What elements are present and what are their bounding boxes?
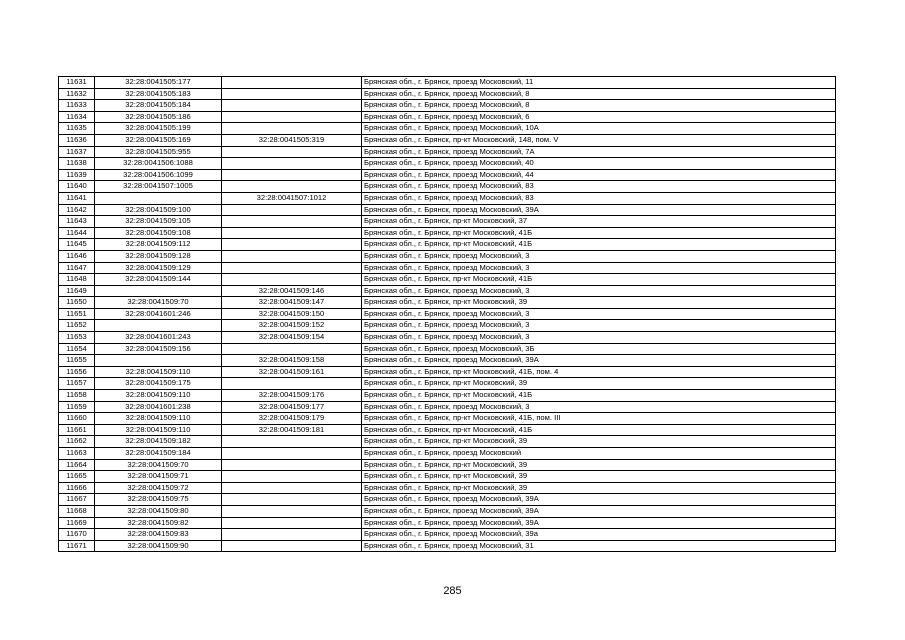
parent-cadastral-number-cell: 32:28:0041509:179 <box>222 413 362 425</box>
parent-cadastral-number-cell <box>222 482 362 494</box>
table-row <box>59 436 836 448</box>
address-cell: Брянская обл., г. Брянск, проезд Московский, 3 <box>362 320 836 332</box>
row-number-cell: 11669 <box>59 517 95 529</box>
address-cell: Брянская обл., г. Брянск, проезд Московский, 3 <box>362 308 836 320</box>
parent-cadastral-number-cell: 32:28:0041505:319 <box>222 134 362 146</box>
row-number-cell: 11659 <box>59 401 95 413</box>
parent-cadastral-number-cell <box>222 378 362 390</box>
parent-cadastral-number-cell: 32:28:0041509:158 <box>222 355 362 367</box>
cadastral-number-cell: 32:28:0041509:112 <box>95 239 222 251</box>
row-number-cell: 11634 <box>59 111 95 123</box>
row-number-cell: 11638 <box>59 158 95 170</box>
table-row <box>59 250 836 262</box>
cadastral-number-cell: 32:28:0041509:110 <box>95 424 222 436</box>
cadastral-number-cell: 32:28:0041509:128 <box>95 250 222 262</box>
table-row <box>59 540 836 552</box>
table-row <box>59 181 836 193</box>
cadastral-number-cell: 32:28:0041509:129 <box>95 262 222 274</box>
parent-cadastral-number-cell <box>222 204 362 216</box>
cadastral-number-cell: 32:28:0041509:100 <box>95 204 222 216</box>
parent-cadastral-number-cell: 32:28:0041509:161 <box>222 366 362 378</box>
table-row <box>59 297 836 309</box>
row-number-cell: 11640 <box>59 181 95 193</box>
cadastral-number-cell <box>95 355 222 367</box>
row-number-cell: 11662 <box>59 436 95 448</box>
address-cell: Брянская обл., г. Брянск, пр-кт Московский, 41Б <box>362 227 836 239</box>
table-row <box>59 471 836 483</box>
row-number-cell: 11651 <box>59 308 95 320</box>
table-row <box>59 169 836 181</box>
table-row <box>59 192 836 204</box>
address-cell: Брянская обл., г. Брянск, пр-кт Московский, 41Б <box>362 274 836 286</box>
address-cell: Брянская обл., г. Брянск, проезд Московский, 3 <box>362 401 836 413</box>
table-row <box>59 529 836 541</box>
cadastral-number-cell: 32:28:0041509:110 <box>95 413 222 425</box>
address-cell: Брянская обл., г. Брянск, проезд Московский, 3 <box>362 250 836 262</box>
table-row <box>59 320 836 332</box>
cadastral-number-cell: 32:28:0041509:90 <box>95 540 222 552</box>
cadastral-number-cell: 32:28:0041506:1088 <box>95 158 222 170</box>
row-number-cell: 11639 <box>59 169 95 181</box>
table-row <box>59 355 836 367</box>
table-row <box>59 517 836 529</box>
parent-cadastral-number-cell <box>222 227 362 239</box>
address-cell: Брянская обл., г. Брянск, пр-кт Московский, 37 <box>362 216 836 228</box>
table-row <box>59 123 836 135</box>
row-number-cell: 11657 <box>59 378 95 390</box>
parent-cadastral-number-cell: 32:28:0041507:1012 <box>222 192 362 204</box>
parent-cadastral-number-cell <box>222 343 362 355</box>
cadastral-number-cell: 32:28:0041509:70 <box>95 297 222 309</box>
row-number-cell: 11648 <box>59 274 95 286</box>
table-row <box>59 413 836 425</box>
row-number-cell: 11647 <box>59 262 95 274</box>
cadastral-number-cell: 32:28:0041505:183 <box>95 88 222 100</box>
address-cell: Брянская обл., г. Брянск, проезд Московский, 3 <box>362 285 836 297</box>
table-row <box>59 134 836 146</box>
address-cell: Брянская обл., г. Брянск, проезд Московский, 6 <box>362 111 836 123</box>
row-number-cell: 11660 <box>59 413 95 425</box>
table-row <box>59 505 836 517</box>
row-number-cell: 11667 <box>59 494 95 506</box>
table-row <box>59 285 836 297</box>
address-cell: Брянская обл., г. Брянск, проезд Московский, 39А <box>362 494 836 506</box>
cadastral-number-cell: 32:28:0041509:184 <box>95 448 222 460</box>
table-row <box>59 146 836 158</box>
address-cell: Брянская обл., г. Брянск, проезд Московский, 8 <box>362 88 836 100</box>
parent-cadastral-number-cell <box>222 158 362 170</box>
row-number-cell: 11664 <box>59 459 95 471</box>
table-row <box>59 216 836 228</box>
table-row <box>59 378 836 390</box>
table-row <box>59 332 836 344</box>
row-number-cell: 11644 <box>59 227 95 239</box>
parent-cadastral-number-cell: 32:28:0041509:181 <box>222 424 362 436</box>
row-number-cell: 11670 <box>59 529 95 541</box>
cadastral-number-cell: 32:28:0041509:110 <box>95 390 222 402</box>
row-number-cell: 11650 <box>59 297 95 309</box>
parent-cadastral-number-cell <box>222 262 362 274</box>
table-row <box>59 390 836 402</box>
cadastral-number-cell: 32:28:0041505:184 <box>95 100 222 112</box>
cadastral-number-cell: 32:28:0041509:105 <box>95 216 222 228</box>
parent-cadastral-number-cell <box>222 436 362 448</box>
address-cell: Брянская обл., г. Брянск, пр-кт Московский, 41Б <box>362 424 836 436</box>
table-row <box>59 227 836 239</box>
address-cell: Брянская обл., г. Брянск, проезд Московский, 44 <box>362 169 836 181</box>
cadastral-number-cell: 32:28:0041509:175 <box>95 378 222 390</box>
cadastral-number-cell: 32:28:0041601:238 <box>95 401 222 413</box>
table-row <box>59 111 836 123</box>
cadastral-number-cell: 32:28:0041509:72 <box>95 482 222 494</box>
row-number-cell: 11633 <box>59 100 95 112</box>
row-number-cell: 11655 <box>59 355 95 367</box>
table-row <box>59 158 836 170</box>
cadastral-number-cell <box>95 320 222 332</box>
parent-cadastral-number-cell: 32:28:0041509:150 <box>222 308 362 320</box>
parent-cadastral-number-cell <box>222 88 362 100</box>
row-number-cell: 11643 <box>59 216 95 228</box>
table-row <box>59 482 836 494</box>
address-cell: Брянская обл., г. Брянск, проезд Московский, 3 <box>362 262 836 274</box>
address-cell: Брянская обл., г. Брянск, пр-кт Московский, 148, пом. V <box>362 134 836 146</box>
cadastral-number-cell: 32:28:0041509:70 <box>95 459 222 471</box>
cadastral-number-cell <box>95 192 222 204</box>
address-cell: Брянская обл., г. Брянск, пр-кт Московский, 39 <box>362 378 836 390</box>
address-cell: Брянская обл., г. Брянск, проезд Московский, 39А <box>362 505 836 517</box>
address-cell: Брянская обл., г. Брянск, проезд Московский, 39А <box>362 517 836 529</box>
cadastral-number-cell: 32:28:0041505:177 <box>95 77 222 89</box>
row-number-cell: 11637 <box>59 146 95 158</box>
table-row <box>59 88 836 100</box>
cadastral-number-cell: 32:28:0041509:156 <box>95 343 222 355</box>
cadastral-number-cell: 32:28:0041509:182 <box>95 436 222 448</box>
row-number-cell: 11665 <box>59 471 95 483</box>
address-cell: Брянская обл., г. Брянск, пр-кт Московский, 39 <box>362 459 836 471</box>
row-number-cell: 11658 <box>59 390 95 402</box>
address-cell: Брянская обл., г. Брянск, проезд Московский, 31 <box>362 540 836 552</box>
cadastral-number-cell: 32:28:0041601:243 <box>95 332 222 344</box>
row-number-cell: 11652 <box>59 320 95 332</box>
cadastral-number-cell: 32:28:0041509:83 <box>95 529 222 541</box>
parent-cadastral-number-cell <box>222 494 362 506</box>
parent-cadastral-number-cell: 32:28:0041509:146 <box>222 285 362 297</box>
row-number-cell: 11636 <box>59 134 95 146</box>
table-row <box>59 459 836 471</box>
address-cell: Брянская обл., г. Брянск, проезд Московский, 83 <box>362 181 836 193</box>
cadastral-number-cell: 32:28:0041505:169 <box>95 134 222 146</box>
cadastral-number-cell: 32:28:0041509:82 <box>95 517 222 529</box>
table-row <box>59 100 836 112</box>
row-number-cell: 11642 <box>59 204 95 216</box>
parent-cadastral-number-cell: 32:28:0041509:176 <box>222 390 362 402</box>
parent-cadastral-number-cell <box>222 216 362 228</box>
registry-table <box>58 76 836 552</box>
row-number-cell: 11656 <box>59 366 95 378</box>
parent-cadastral-number-cell <box>222 100 362 112</box>
parent-cadastral-number-cell: 32:28:0041509:147 <box>222 297 362 309</box>
parent-cadastral-number-cell <box>222 517 362 529</box>
table-row <box>59 274 836 286</box>
address-cell: Брянская обл., г. Брянск, проезд Московский, 39А <box>362 204 836 216</box>
page-number: 285 <box>443 585 462 597</box>
table-row <box>59 424 836 436</box>
parent-cadastral-number-cell: 32:28:0041509:152 <box>222 320 362 332</box>
row-number-cell: 11661 <box>59 424 95 436</box>
table-row <box>59 401 836 413</box>
parent-cadastral-number-cell: 32:28:0041509:177 <box>222 401 362 413</box>
parent-cadastral-number-cell <box>222 459 362 471</box>
address-cell: Брянская обл., г. Брянск, проезд Московский, 10А <box>362 123 836 135</box>
address-cell: Брянская обл., г. Брянск, проезд Московский <box>362 448 836 460</box>
row-number-cell: 11631 <box>59 77 95 89</box>
parent-cadastral-number-cell <box>222 471 362 483</box>
parent-cadastral-number-cell <box>222 146 362 158</box>
table-row <box>59 494 836 506</box>
parent-cadastral-number-cell <box>222 505 362 517</box>
parent-cadastral-number-cell <box>222 111 362 123</box>
row-number-cell: 11646 <box>59 250 95 262</box>
address-cell: Брянская обл., г. Брянск, проезд Московский, 3Б <box>362 343 836 355</box>
parent-cadastral-number-cell <box>222 123 362 135</box>
parent-cadastral-number-cell <box>222 448 362 460</box>
parent-cadastral-number-cell <box>222 250 362 262</box>
table-row <box>59 204 836 216</box>
address-cell: Брянская обл., г. Брянск, пр-кт Московский, 41Б <box>362 239 836 251</box>
parent-cadastral-number-cell <box>222 529 362 541</box>
address-cell: Брянская обл., г. Брянск, проезд Московский, 39а <box>362 529 836 541</box>
table-row <box>59 262 836 274</box>
parent-cadastral-number-cell <box>222 274 362 286</box>
row-number-cell: 11654 <box>59 343 95 355</box>
table-row <box>59 343 836 355</box>
address-cell: Брянская обл., г. Брянск, проезд Московский, 8 <box>362 100 836 112</box>
table-row <box>59 366 836 378</box>
cadastral-number-cell: 32:28:0041601:246 <box>95 308 222 320</box>
address-cell: Брянская обл., г. Брянск, проезд Московский, 7А <box>362 146 836 158</box>
row-number-cell: 11663 <box>59 448 95 460</box>
parent-cadastral-number-cell <box>222 169 362 181</box>
table-row <box>59 308 836 320</box>
address-cell: Брянская обл., г. Брянск, пр-кт Московский, 41Б, пом. III <box>362 413 836 425</box>
parent-cadastral-number-cell <box>222 239 362 251</box>
address-cell: Брянская обл., г. Брянск, пр-кт Московский, 39 <box>362 436 836 448</box>
table-row <box>59 448 836 460</box>
address-cell: Брянская обл., г. Брянск, проезд Московский, 39А <box>362 355 836 367</box>
parent-cadastral-number-cell <box>222 77 362 89</box>
address-cell: Брянская обл., г. Брянск, пр-кт Московский, 41Б, пом. 4 <box>362 366 836 378</box>
cadastral-number-cell: 32:28:0041509:108 <box>95 227 222 239</box>
cadastral-number-cell: 32:28:0041509:110 <box>95 366 222 378</box>
address-cell: Брянская обл., г. Брянск, проезд Московский, 83 <box>362 192 836 204</box>
cadastral-number-cell: 32:28:0041509:75 <box>95 494 222 506</box>
address-cell: Брянская обл., г. Брянск, проезд Московский, 11 <box>362 77 836 89</box>
address-cell: Брянская обл., г. Брянск, пр-кт Московский, 41Б <box>362 390 836 402</box>
parent-cadastral-number-cell <box>222 540 362 552</box>
row-number-cell: 11641 <box>59 192 95 204</box>
row-number-cell: 11653 <box>59 332 95 344</box>
address-cell: Брянская обл., г. Брянск, пр-кт Московский, 39 <box>362 297 836 309</box>
row-number-cell: 11668 <box>59 505 95 517</box>
address-cell: Брянская обл., г. Брянск, пр-кт Московский, 39 <box>362 482 836 494</box>
cadastral-number-cell: 32:28:0041507:1005 <box>95 181 222 193</box>
table-row <box>59 239 836 251</box>
cadastral-number-cell: 32:28:0041505:186 <box>95 111 222 123</box>
cadastral-number-cell: 32:28:0041509:144 <box>95 274 222 286</box>
cadastral-number-cell: 32:28:0041505:955 <box>95 146 222 158</box>
cadastral-number-cell: 32:28:0041509:71 <box>95 471 222 483</box>
row-number-cell: 11635 <box>59 123 95 135</box>
address-cell: Брянская обл., г. Брянск, пр-кт Московский, 39 <box>362 471 836 483</box>
parent-cadastral-number-cell <box>222 181 362 193</box>
row-number-cell: 11632 <box>59 88 95 100</box>
row-number-cell: 11666 <box>59 482 95 494</box>
address-cell: Брянская обл., г. Брянск, проезд Московский, 40 <box>362 158 836 170</box>
cadastral-number-cell: 32:28:0041506:1099 <box>95 169 222 181</box>
registry-table-body <box>59 77 836 552</box>
row-number-cell: 11671 <box>59 540 95 552</box>
table-row <box>59 77 836 89</box>
address-cell: Брянская обл., г. Брянск, проезд Московский, 3 <box>362 332 836 344</box>
parent-cadastral-number-cell: 32:28:0041509:154 <box>222 332 362 344</box>
row-number-cell: 11649 <box>59 285 95 297</box>
row-number-cell: 11645 <box>59 239 95 251</box>
cadastral-number-cell: 32:28:0041509:80 <box>95 505 222 517</box>
cadastral-number-cell: 32:28:0041505:199 <box>95 123 222 135</box>
cadastral-number-cell <box>95 285 222 297</box>
